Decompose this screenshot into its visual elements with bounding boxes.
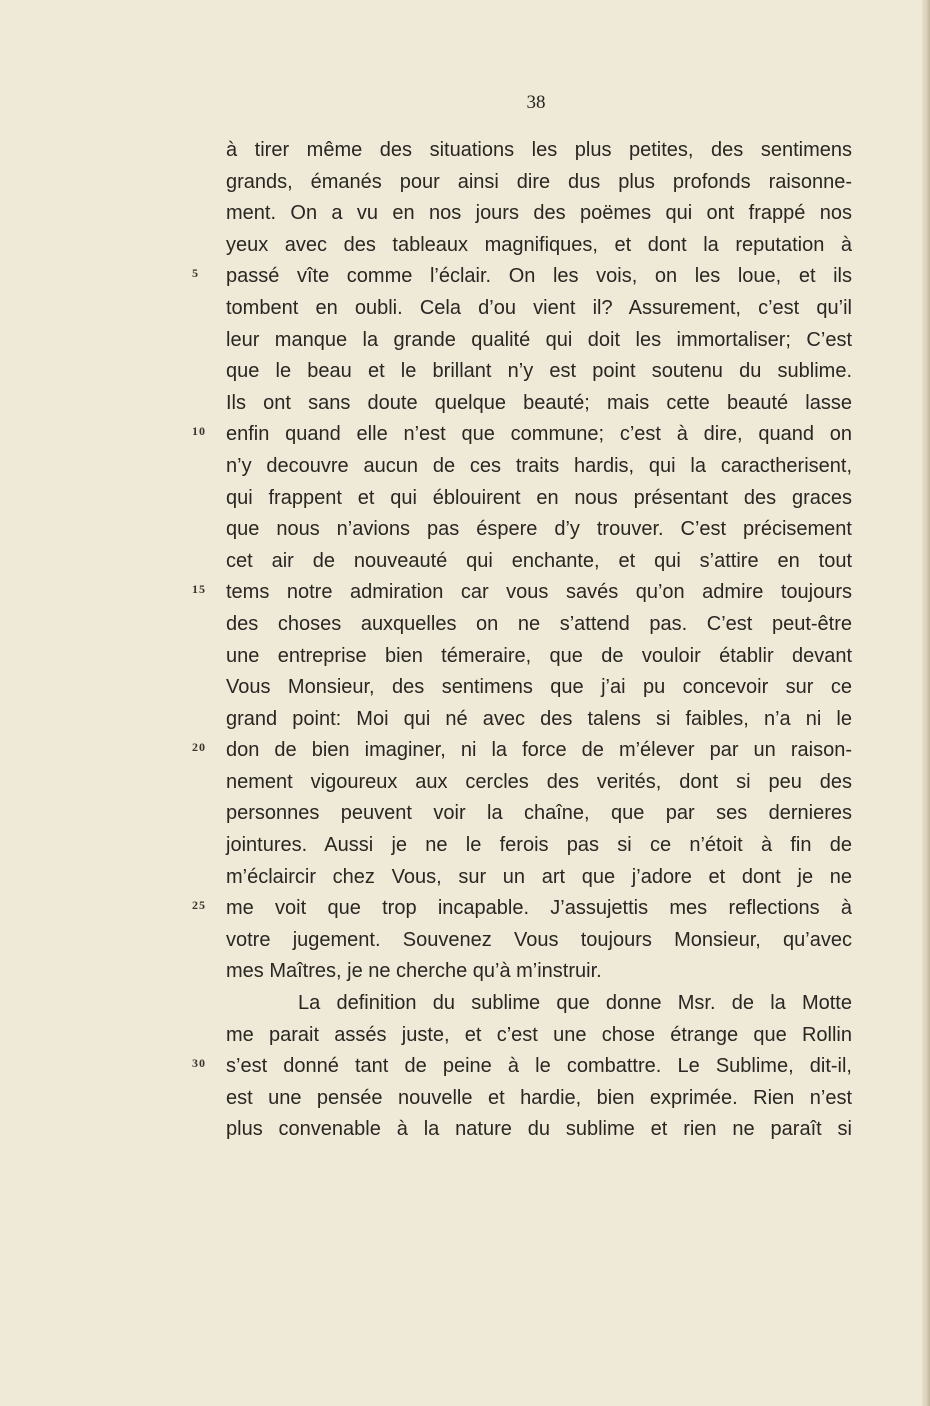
text-line: une entreprise bien témeraire, que de vouloir établir devant [226,644,852,667]
text-line: personnes peuvent voir la chaîne, que par ses dernieres [226,802,852,825]
text-line: enfin quand elle n’est que commune; c’est à dire, quand on [226,423,852,446]
line-number: 30 [192,1056,206,1070]
line-number: 25 [192,898,206,912]
text-line: leur manque la grande qualité qui doit les immortaliser; C’est [226,328,852,351]
text-line: grands, émanés pour ainsi dire dus plus profonds raisonne- [226,170,852,193]
text-line: que nous n’avions pas éspere d’y trouver. C’est précisement [226,518,852,541]
line-number: 15 [192,582,206,596]
text-line: que le beau et le brillant n’y est point soutenu du sublime. [226,360,852,383]
paragraph-start-line: La definition du sublime que donne Msr. de la Motte [298,992,852,1015]
text-line: à tirer même des situations les plus petites, des sentimens [226,139,852,161]
text-line: passé vîte comme l’éclair. On les vois, on les loue, et ils [226,265,852,288]
text-line: grand point: Moi qui né avec des talens si faibles, n’a ni le [226,707,852,730]
text-line: Vous Monsieur, des sentimens que j’ai pu concevoir sur ce [226,676,852,699]
text-line: plus convenable à la nature du sublime et rien ne paraît si [226,1118,852,1141]
text-line: me parait assés juste, et c’est une chose étrange que Rollin [226,1023,852,1046]
line-number: 10 [192,424,206,438]
text-line: s’est donné tant de peine à le combattre. Le Sublime, dit-il, [226,1055,852,1078]
text-line: est une pensée nouvelle et hardie, bien exprimée. Rien n’est [226,1086,852,1109]
line-number: 20 [192,740,206,754]
text-line: des choses auxquelles on ne s’attend pas. C’est peut-être [226,612,852,635]
page-edge [922,0,930,1406]
body-text [226,135,852,1146]
text-line: votre jugement. Souvenez Vous toujours Monsieur, qu’avec [226,928,852,951]
text-line: jointures. Aussi je ne le ferois pas si ce n’étoit à fin de [226,834,852,857]
text-line: yeux avec des tableaux magnifiques, et dont la reputation à [226,233,852,256]
text-line: ment. On a vu en nos jours des poëmes qui ont frappé nos [226,202,852,225]
text-line: m’éclaircir chez Vous, sur un art que j’adore et dont je ne [226,865,852,888]
line-number: 5 [192,266,199,280]
text-line: Ils ont sans doute quelque beauté; mais cette beauté lasse [226,391,852,414]
text-line: me voit que trop incapable. J’assujettis mes reflections à [226,897,852,920]
text-line: n’y decouvre aucun de ces traits hardis, qui la caractherisent, [226,454,852,477]
text-line: nement vigoureux aux cercles des verités, dont si peu des [226,770,852,793]
page-number: 38 [526,92,546,113]
text-line: tombent en oubli. Cela d’ou vient il? Assurement, c’est qu’il [226,296,852,319]
text-line: don de bien imaginer, ni la force de m’élever par un raison- [226,739,852,762]
text-line: qui frappent et qui éblouirent en nous présentant des graces [226,486,852,509]
text-line: mes Maîtres, je ne cherche qu’à m’instruir. [226,960,602,983]
text-line: tems notre admiration car vous savés qu’on admire toujours [226,581,852,604]
text-line: cet air de nouveauté qui enchante, et qui s’attire en tout [226,549,852,572]
